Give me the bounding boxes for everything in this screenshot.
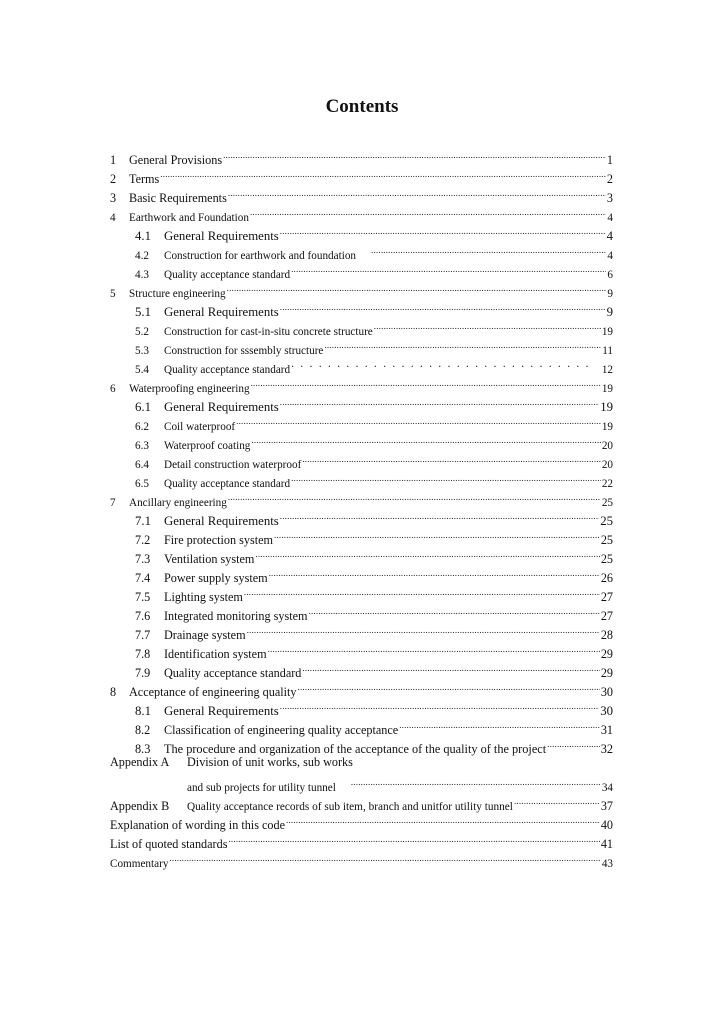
toc-entry-number: 4.2 bbox=[135, 250, 149, 262]
dot-leader bbox=[286, 810, 600, 829]
dot-leader bbox=[371, 240, 606, 259]
toc-entry-chapter[interactable] bbox=[110, 145, 613, 167]
appendix-a-label: Appendix A bbox=[110, 755, 170, 769]
toc-entry-section[interactable] bbox=[135, 297, 613, 319]
toc-entry-number: 6.3 bbox=[135, 440, 149, 452]
toc-entry-section[interactable] bbox=[135, 525, 613, 547]
dot-leader bbox=[236, 411, 601, 430]
toc-entry-page: 20 bbox=[601, 440, 613, 452]
dot-leader bbox=[291, 259, 606, 278]
toc-entry-page: 30 bbox=[600, 685, 613, 699]
toc-entry-page: 25 bbox=[600, 533, 613, 547]
toc-entry-section[interactable] bbox=[135, 354, 613, 376]
dot-leader bbox=[223, 145, 606, 164]
toc-entry-number: 7.9 bbox=[135, 666, 151, 680]
toc-entry-section[interactable] bbox=[135, 468, 613, 490]
toc-entry-section[interactable] bbox=[135, 259, 613, 281]
toc-entry-page: 37 bbox=[600, 799, 613, 813]
toc-entry-section[interactable] bbox=[135, 506, 613, 528]
toc-entry-title: General Requirements bbox=[164, 704, 279, 718]
toc-entry-section[interactable] bbox=[135, 240, 613, 262]
toc-entry-page: 19 bbox=[601, 383, 613, 395]
toc-entry-page: 19 bbox=[600, 400, 613, 414]
toc-entry-section[interactable] bbox=[135, 734, 613, 756]
toc-entry-title: Drainage system bbox=[164, 628, 246, 642]
toc-entry-page: 41 bbox=[600, 837, 613, 851]
toc-entry-page: 43 bbox=[601, 858, 613, 870]
toc-entry-page: 3 bbox=[606, 191, 613, 205]
dot-leader bbox=[251, 373, 601, 392]
toc-entry-appendix-b[interactable] bbox=[110, 791, 613, 813]
toc-entry-page: 31 bbox=[600, 723, 613, 737]
toc-entry-title: General Requirements bbox=[164, 400, 279, 414]
dot-leader bbox=[274, 525, 600, 544]
dot-leader bbox=[280, 696, 599, 715]
dot-leader bbox=[374, 316, 601, 335]
toc-entry-page: 20 bbox=[601, 459, 613, 471]
toc-entry-title: Terms bbox=[129, 172, 160, 186]
dot-leader bbox=[228, 183, 606, 202]
toc-entry-page: 30 bbox=[600, 704, 613, 718]
appendix-a-title-line2: and sub projects for utility tunnel bbox=[187, 782, 336, 794]
toc-entry-number: 8.1 bbox=[135, 704, 151, 718]
toc-entry-number: 2 bbox=[110, 172, 117, 186]
toc-entry-number: 5.1 bbox=[135, 305, 151, 319]
toc-entry-title: Waterproof coating bbox=[164, 440, 251, 452]
toc-entry-title: Quality acceptance standard bbox=[164, 364, 291, 376]
toc-entry-page: 4 bbox=[606, 229, 613, 243]
toc-entry-title: Fire protection system bbox=[164, 533, 273, 547]
toc-entry-chapter[interactable] bbox=[110, 278, 613, 300]
dot-leader bbox=[309, 601, 600, 620]
toc-entry-page: 25 bbox=[600, 552, 613, 566]
toc-entry-number: 7.7 bbox=[135, 628, 151, 642]
toc-entry-title: Acceptance of engineering quality bbox=[129, 685, 297, 699]
toc-entry-page: 19 bbox=[601, 421, 613, 433]
toc-entry-title: The procedure and organization of the acceptance of the quality of the project bbox=[164, 742, 547, 756]
dot-leader bbox=[268, 639, 600, 658]
toc-entry-title: Construction for cast-in-situ concrete structure bbox=[164, 326, 373, 338]
toc-entry-section[interactable] bbox=[135, 639, 613, 661]
dot-leader bbox=[228, 487, 601, 506]
toc-entry-section[interactable] bbox=[135, 430, 613, 452]
toc-entry-number: 4.1 bbox=[135, 229, 151, 243]
dot-leader bbox=[324, 335, 601, 354]
appendix-a-title-line1: Division of unit works, sub works bbox=[187, 755, 353, 769]
dot-leader bbox=[244, 582, 600, 601]
toc-entry-section[interactable] bbox=[135, 335, 613, 357]
toc-entry-number: 5 bbox=[110, 288, 116, 300]
toc-entry-number: 7.4 bbox=[135, 571, 151, 585]
toc-entry-title: Construction for earthwork and foundation bbox=[164, 250, 357, 262]
dot-leader bbox=[280, 221, 606, 240]
toc-entry-number: 1 bbox=[110, 153, 117, 167]
toc-entry-title: Power supply system bbox=[164, 571, 268, 585]
toc-entry-section[interactable] bbox=[135, 582, 613, 604]
dot-leader bbox=[227, 278, 607, 297]
toc-entry-page: 25 bbox=[600, 514, 613, 528]
toc-entry-number: 7.8 bbox=[135, 647, 151, 661]
dot-leader bbox=[291, 468, 601, 487]
toc-entry-page: 27 bbox=[600, 609, 613, 623]
toc-entry-title: Ventilation system bbox=[164, 552, 255, 566]
toc-entry-section[interactable] bbox=[135, 544, 613, 566]
dot-leader bbox=[169, 848, 600, 867]
dot-leader bbox=[280, 506, 599, 525]
toc-entry-page: 34 bbox=[601, 782, 613, 794]
toc-entry-page: 28 bbox=[600, 628, 613, 642]
toc-entry-title: Earthwork and Foundation bbox=[129, 212, 249, 224]
toc-entry-explanation[interactable] bbox=[110, 810, 613, 832]
dot-leader bbox=[302, 658, 599, 677]
toc-entry-chapter[interactable] bbox=[110, 202, 613, 224]
toc-entry-section[interactable] bbox=[135, 658, 613, 680]
toc-entry-number: 4.3 bbox=[135, 269, 149, 281]
toc-entry-section[interactable] bbox=[135, 449, 613, 471]
toc-entry-title: Detail construction waterproof bbox=[164, 459, 302, 471]
toc-entry-section[interactable] bbox=[135, 392, 613, 414]
toc-entry-page: 29 bbox=[600, 647, 613, 661]
toc-entry-title: General Requirements bbox=[164, 514, 279, 528]
dot-leader bbox=[160, 164, 606, 183]
toc-entry-page: 9 bbox=[606, 305, 613, 319]
toc-entry-number: 7.5 bbox=[135, 590, 151, 604]
toc-entry-number: 4 bbox=[110, 212, 116, 224]
toc-entry-number: 7 bbox=[110, 497, 116, 509]
toc-entry-number: 8.2 bbox=[135, 723, 151, 737]
toc-entry-section[interactable] bbox=[135, 601, 613, 623]
toc-entry-number: 3 bbox=[110, 191, 117, 205]
toc-entry-page: 25 bbox=[601, 497, 613, 509]
toc-entry-section[interactable] bbox=[135, 620, 613, 642]
toc-entry-title: Coil waterproof bbox=[164, 421, 236, 433]
toc-entry-title: Waterproofing engineering bbox=[129, 383, 250, 395]
toc-entry-number: 5.2 bbox=[135, 326, 149, 338]
toc-entry-title: Commentary bbox=[110, 858, 169, 870]
dot-leader bbox=[251, 430, 600, 449]
toc-entry-number: 8 bbox=[110, 685, 117, 699]
toc-entry-number: 6.5 bbox=[135, 478, 149, 490]
toc-entry-page: 1 bbox=[606, 153, 613, 167]
toc-entry-page: 29 bbox=[600, 666, 613, 680]
toc-entry-number: 5.3 bbox=[135, 345, 149, 357]
toc-entry-number: 7.2 bbox=[135, 533, 151, 547]
dot-leader bbox=[514, 791, 600, 810]
toc-entry-page: 4 bbox=[607, 250, 613, 262]
toc-entry-chapter[interactable] bbox=[110, 677, 613, 699]
toc-entry-page: 19 bbox=[601, 326, 613, 338]
toc-entry-title: Quality acceptance standard bbox=[164, 666, 302, 680]
toc-entry-section[interactable] bbox=[135, 715, 613, 737]
toc-entry-number: 8.3 bbox=[135, 742, 151, 756]
dot-leader bbox=[547, 734, 600, 753]
toc-entry-title: Identification system bbox=[164, 647, 267, 661]
dot-leader bbox=[269, 563, 600, 582]
toc-entry-title: General Requirements bbox=[164, 229, 279, 243]
toc-entry-page: 40 bbox=[600, 818, 613, 832]
toc-entry-title: Integrated monitoring system bbox=[164, 609, 308, 623]
toc-entry-number: 6 bbox=[110, 383, 116, 395]
toc-entry-title: Quality acceptance standard bbox=[164, 269, 291, 281]
toc-entry-section[interactable] bbox=[135, 696, 613, 718]
dot-leader bbox=[302, 449, 601, 468]
toc-entry-chapter[interactable] bbox=[110, 183, 613, 205]
dot-leader bbox=[291, 354, 593, 373]
dot-leader bbox=[351, 772, 601, 791]
toc-entry-title: Construction for sssembly structure bbox=[164, 345, 324, 357]
toc-entry-page: 2 bbox=[606, 172, 613, 186]
toc-entry-page: 11 bbox=[602, 345, 613, 357]
toc-entry-title: Structure engineering bbox=[129, 288, 226, 300]
toc-entry-number: 7.3 bbox=[135, 552, 151, 566]
toc-entry-section[interactable] bbox=[135, 411, 613, 433]
toc-entry-commentary[interactable] bbox=[110, 848, 613, 870]
toc-entry-page: 6 bbox=[607, 269, 613, 281]
toc-entry-title: General Provisions bbox=[129, 153, 223, 167]
appendix-b-label: Appendix B bbox=[110, 799, 170, 813]
toc-entry-title: Ancillary engineering bbox=[129, 497, 227, 509]
toc-entry-number: 6.4 bbox=[135, 459, 149, 471]
page-title: Contents bbox=[325, 96, 399, 117]
dot-leader bbox=[255, 544, 599, 563]
toc-entry-number: 7.6 bbox=[135, 609, 151, 623]
toc-entry-number: 6.2 bbox=[135, 421, 149, 433]
dot-leader bbox=[247, 620, 600, 639]
toc-entry-page: 12 bbox=[601, 364, 613, 376]
dot-leader bbox=[280, 392, 599, 411]
toc-entry-page: 32 bbox=[600, 742, 613, 756]
toc-entry-number: 7.1 bbox=[135, 514, 151, 528]
toc-entry-page: 26 bbox=[600, 571, 613, 585]
toc-entry-page: 9 bbox=[607, 288, 613, 300]
toc-entry-page: 22 bbox=[601, 478, 613, 490]
toc-entry-chapter[interactable] bbox=[110, 164, 613, 186]
toc-entry-title: General Requirements bbox=[164, 305, 279, 319]
toc-entry-section[interactable] bbox=[135, 563, 613, 585]
toc-entry-appendix-a[interactable] bbox=[187, 772, 613, 794]
toc-entry-title: Basic Requirements bbox=[129, 191, 227, 205]
dot-leader bbox=[250, 202, 606, 221]
toc-entry-title: Quality acceptance records of sub item, branch and unitfor utility tunnel bbox=[187, 801, 513, 813]
toc-entry-quoted-standards[interactable] bbox=[110, 829, 613, 851]
toc-entry-title: List of quoted standards bbox=[110, 837, 228, 851]
toc-entry-page: 4 bbox=[607, 212, 613, 224]
toc-entry-number: 6.1 bbox=[135, 400, 151, 414]
toc-entry-title: Quality acceptance standard bbox=[164, 478, 291, 490]
toc-entry-title: Explanation of wording in this code bbox=[110, 818, 285, 832]
toc-entry-section[interactable] bbox=[135, 316, 613, 338]
toc-entry-title: Lighting system bbox=[164, 590, 243, 604]
toc-entry-section[interactable] bbox=[135, 221, 613, 243]
toc-entry-page: 27 bbox=[600, 590, 613, 604]
toc-entry-number: 5.4 bbox=[135, 364, 149, 376]
dot-leader bbox=[298, 677, 600, 696]
dot-leader bbox=[280, 297, 606, 316]
dot-leader bbox=[399, 715, 600, 734]
toc-entry-chapter[interactable] bbox=[110, 487, 613, 509]
toc-entry-chapter[interactable] bbox=[110, 373, 613, 395]
dot-leader bbox=[228, 829, 599, 848]
toc-entry-title: Classification of engineering quality acceptance bbox=[164, 723, 399, 737]
